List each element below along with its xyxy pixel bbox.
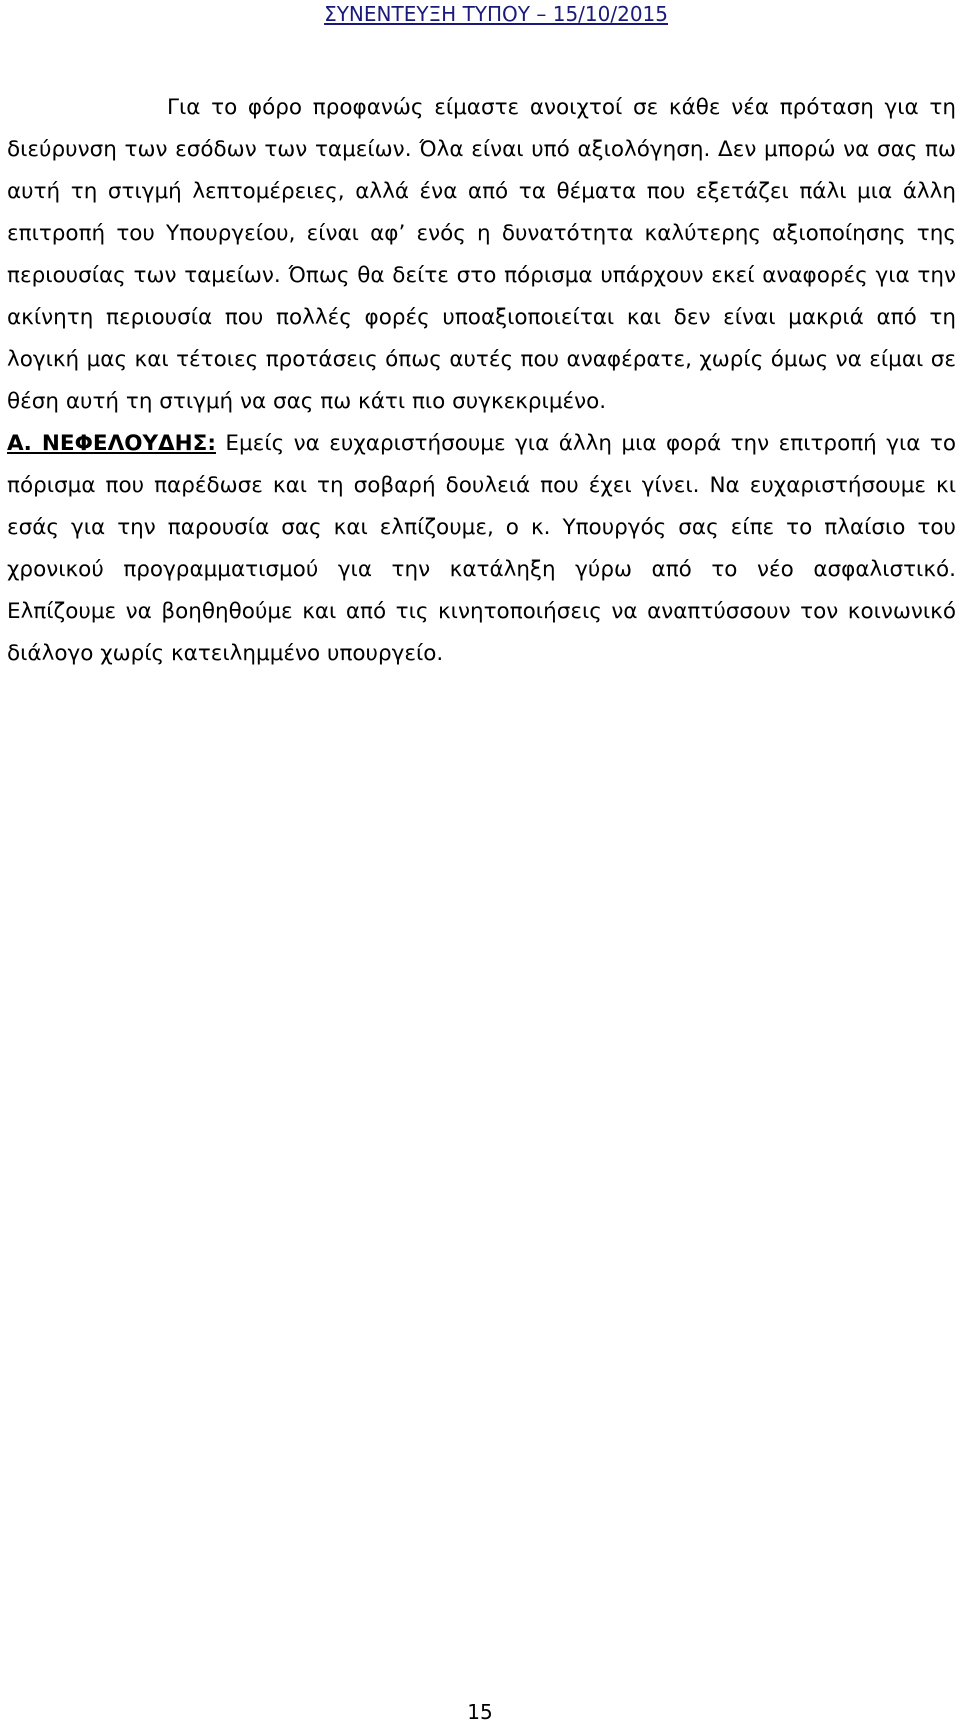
document-body [7,87,956,675]
paragraph-closing-text: Εμείς να ευχαριστήσουμε για άλλη μια φορά την επιτροπή για το πόρισμα που παρέδωσε και τη σοβαρή δουλειά που έχει γίνει. Να ευχαριστήσουμε κι εσάς για την παρουσία σας και ελπίζουμε, ο κ. Υπουργός σας είπε το πλαίσιο του χρονικού προγραμματισμού για την κατάληξη γύρω από το νέο ασφαλιστικό. Ελπίζουμε να βοηθηθούμε και από τις κινητοποιήσεις να αναπτύσσουν τον κοινωνικό διάλογο χωρίς κατειλημμένο υπουργείο. [7,431,956,666]
speaker-name: Α. ΝΕΦΕΛΟΥΔΗΣ: [7,431,216,456]
page-number: 15 [467,1700,493,1724]
document-header-title: ΣΥΝΕΝΤΕΥΞΗ ΤΥΠΟΥ – 15/10/2015 [324,2,668,26]
paragraph-closing-remarks [7,423,956,675]
paragraph-answer: Για το φόρο προφανώς είμαστε ανοιχτοί σε κάθε νέα πρόταση για τη διεύρυνση των εσόδων των ταμείων. Όλα είναι υπό αξιολόγηση. Δεν μπορώ να σας πω αυτή τη στιγμή λεπτομέρειες, αλλά ένα από τα θέματα που εξετάζει πάλι μια άλλη επιτροπή του Υπουργείου, είναι αφ’ ενός η δυνατότητα καλύτερης αξιοποίησης της περιουσίας των ταμείων. Όπως θα δείτε στο πόρισμα υπάρχουν εκεί αναφορές για την ακίνητη περιουσία που πολλές φορές υποαξιοποιείται και δεν είναι μακριά από τη λογική μας και τέτοιες προτάσεις όπως αυτές που αναφέρατε, χωρίς όμως να είμαι σε θέση αυτή τη στιγμή να σας πω κάτι πιο συγκεκριμένο. [7,95,956,414]
